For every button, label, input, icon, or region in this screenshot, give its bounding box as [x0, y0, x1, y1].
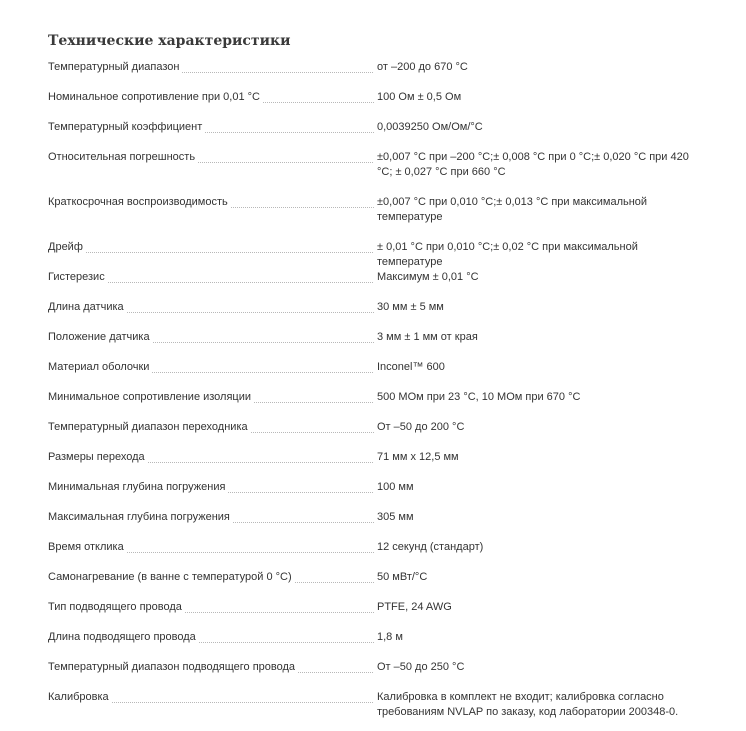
spec-label: Краткосрочная воспроизводимость [48, 195, 231, 210]
dotted-leader [205, 132, 374, 133]
spec-value: От –50 до 200 °C [377, 421, 465, 433]
dotted-leader [233, 522, 374, 523]
spec-label-cell [48, 480, 374, 495]
dotted-leader [254, 402, 374, 403]
spec-label: Время отклика [48, 540, 127, 555]
dotted-leader [148, 462, 374, 463]
spec-value: 71 мм x 12,5 мм [377, 451, 459, 463]
section-heading: Технические характеристики [48, 33, 291, 49]
spec-value: Максимум ± 0,01 °C [377, 271, 479, 283]
spec-label-cell [48, 60, 374, 75]
spec-value: 305 мм [377, 511, 414, 523]
spec-label: Относительная погрешность [48, 150, 198, 165]
spec-value: 3 мм ± 1 мм от края [377, 331, 478, 343]
spec-label-cell [48, 390, 374, 405]
spec-label-cell [48, 600, 374, 615]
spec-label: Положение датчика [48, 330, 153, 345]
spec-label-cell [48, 360, 374, 375]
spec-value: 30 мм ± 5 мм [377, 301, 444, 313]
spec-label: Гистерезис [48, 270, 108, 285]
spec-label-cell [48, 420, 374, 435]
dotted-leader [185, 612, 374, 613]
spec-label-cell [48, 630, 374, 645]
spec-label: Температурный коэффициент [48, 120, 205, 135]
dotted-leader [127, 312, 374, 313]
spec-label: Максимальная глубина погружения [48, 510, 233, 525]
dotted-leader [127, 552, 374, 553]
spec-value: 100 мм [377, 481, 414, 493]
spec-label: Материал оболочки [48, 360, 152, 375]
spec-value: 0,0039250 Ом/Ом/°C [377, 121, 483, 133]
spec-value: Калибровка в комплект не входит; калибровка согласно требованиям NVLAP по заказу, код лаборатории 200348-0. [377, 691, 679, 718]
spec-label-cell [48, 690, 374, 705]
dotted-leader [263, 102, 374, 103]
dotted-leader [86, 252, 374, 253]
dotted-leader [112, 702, 374, 703]
spec-label: Минимальное сопротивление изоляции [48, 390, 254, 405]
spec-label-cell [48, 510, 374, 525]
spec-label: Минимальная глубина погружения [48, 480, 228, 495]
spec-label-cell [48, 660, 374, 675]
spec-value: От –50 до 250 °C [377, 661, 465, 673]
dotted-leader [198, 162, 374, 163]
spec-label-cell [48, 120, 374, 135]
spec-label-cell [48, 540, 374, 555]
spec-label: Длина подводящего провода [48, 630, 199, 645]
spec-value: 12 секунд (стандарт) [377, 541, 484, 553]
dotted-leader [298, 672, 374, 673]
spec-label-cell [48, 570, 374, 585]
dotted-leader [199, 642, 374, 643]
dotted-leader [108, 282, 374, 283]
spec-label-cell [48, 240, 374, 255]
spec-label: Самонагревание (в ванне с температурой 0 °C) [48, 570, 295, 585]
dotted-leader [182, 72, 374, 73]
spec-label: Температурный диапазон подводящего провода [48, 660, 298, 675]
dotted-leader [228, 492, 374, 493]
spec-value: 500 МОм при 23 °C, 10 МОм при 670 °C [377, 391, 581, 403]
spec-label: Номинальное сопротивление при 0,01 °C [48, 90, 263, 105]
spec-label: Температурный диапазон переходника [48, 420, 251, 435]
spec-value: 50 мВт/°C [377, 571, 428, 583]
spec-label-cell [48, 300, 374, 315]
spec-label-cell [48, 450, 374, 465]
spec-label-cell [48, 150, 374, 165]
spec-label: Длина датчика [48, 300, 127, 315]
spec-value: ±0,007 °C при 0,010 °C;± 0,013 °C при максимальной температуре [377, 196, 648, 223]
spec-label: Температурный диапазон [48, 60, 182, 75]
spec-value: 100 Ом ± 0,5 Ом [377, 91, 462, 103]
spec-value: ±0,007 °C при –200 °C;± 0,008 °C при 0 °C;± 0,020 °C при 420 °C; ± 0,027 °C при 660 °C [377, 151, 689, 178]
spec-label-cell [48, 330, 374, 345]
spec-label: Калибровка [48, 690, 112, 705]
spec-value: Inconel™ 600 [377, 361, 445, 373]
spec-label: Размеры перехода [48, 450, 148, 465]
dotted-leader [152, 372, 374, 373]
dotted-leader [231, 207, 374, 208]
spec-section [48, 31, 698, 51]
dotted-leader [153, 342, 374, 343]
spec-label-cell [48, 270, 374, 285]
dotted-leader [251, 432, 374, 433]
spec-label-cell [48, 195, 374, 210]
spec-value: PTFE, 24 AWG [377, 601, 452, 613]
spec-value: от –200 до 670 °C [377, 61, 468, 73]
spec-label: Тип подводящего провода [48, 600, 185, 615]
dotted-leader [295, 582, 374, 583]
spec-value: 1,8 м [377, 631, 403, 643]
spec-label: Дрейф [48, 240, 86, 255]
spec-value: ± 0,01 °C при 0,010 °C;± 0,02 °C при максимальной температуре [377, 241, 638, 268]
spec-label-cell [48, 90, 374, 105]
